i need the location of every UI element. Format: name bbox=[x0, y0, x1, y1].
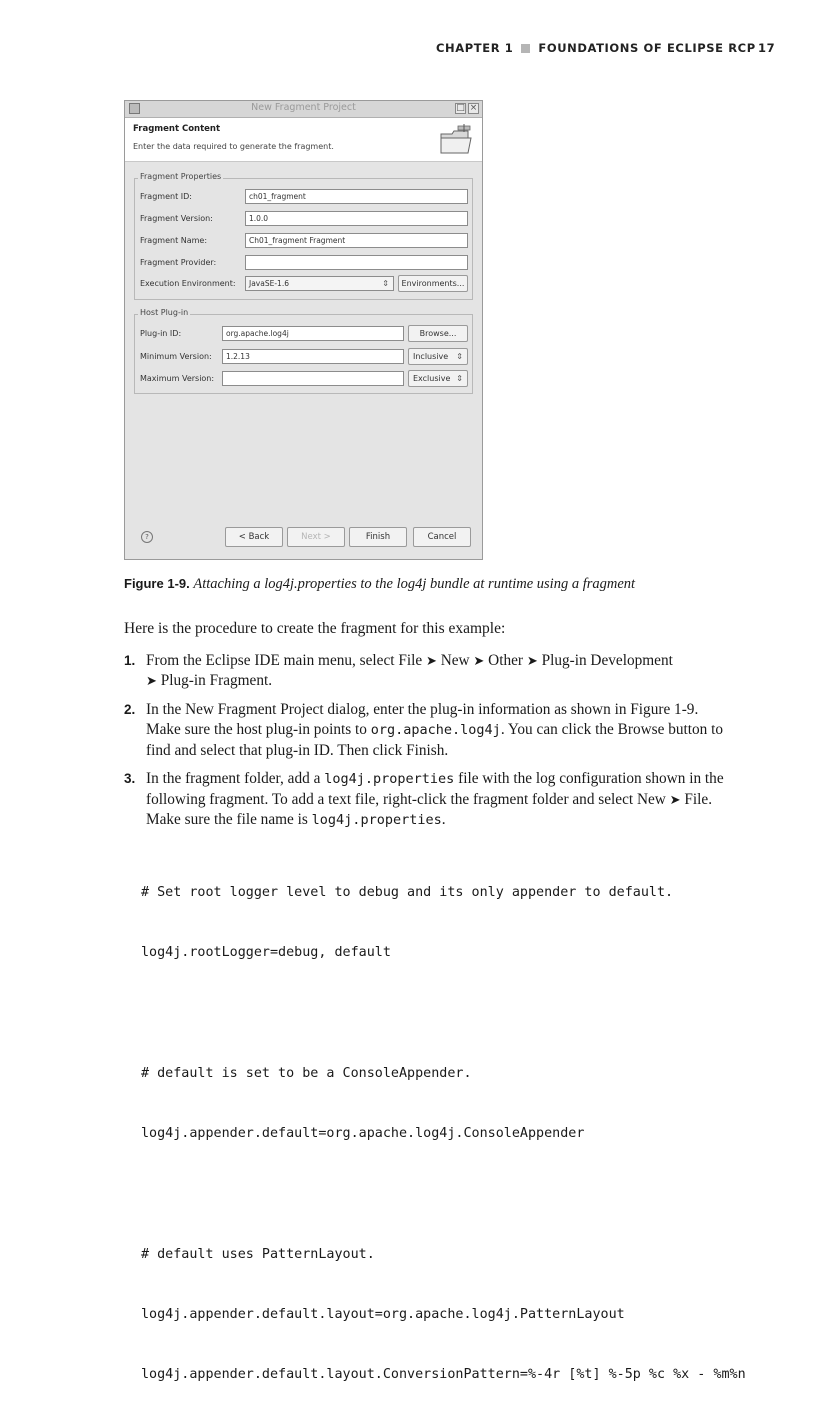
execution-environment-value: JavaSE-1.6 bbox=[249, 279, 289, 288]
fragment-id-row bbox=[140, 189, 467, 204]
step-number: 1. bbox=[124, 653, 136, 668]
new-fragment-project-dialog bbox=[124, 100, 483, 560]
fragment-properties-group bbox=[134, 172, 473, 300]
chapter-label: CHAPTER 1 bbox=[436, 41, 514, 55]
close-icon[interactable]: × bbox=[469, 103, 478, 113]
running-header bbox=[436, 41, 816, 59]
minimum-version-row bbox=[140, 349, 467, 364]
code-line: log4j.appender.default.layout.ConversionPattern=%-4r [%t] %-5p %c %x - %m%n bbox=[141, 1367, 746, 1383]
combo-arrow-icon: ⇕ bbox=[456, 352, 463, 361]
minimum-version-label: Minimum Version: bbox=[140, 352, 212, 361]
arrow-icon: ➤ bbox=[669, 791, 681, 807]
code-line bbox=[141, 1004, 746, 1024]
plugin-id-row bbox=[140, 326, 467, 341]
step-text: . You can click the Browse button to find and select that plug-in ID. Then click Finish. bbox=[146, 721, 724, 759]
code-listing bbox=[141, 843, 746, 1406]
page-number: 17 bbox=[758, 41, 776, 55]
figure-caption bbox=[124, 576, 635, 593]
plugin-id-input[interactable]: org.apache.log4j bbox=[222, 326, 404, 341]
maximize-icon[interactable]: □ bbox=[456, 103, 465, 113]
arrow-icon: ➤ bbox=[425, 653, 437, 668]
step-number: 2. bbox=[124, 702, 136, 718]
finish-button[interactable]: Finish bbox=[349, 527, 407, 547]
code-line: # default is set to be a ConsoleAppender. bbox=[141, 1066, 472, 1082]
step-text: . bbox=[441, 811, 446, 829]
step-text: Other bbox=[488, 652, 523, 669]
execution-environment-select[interactable] bbox=[245, 276, 394, 291]
step-number: 3. bbox=[124, 771, 136, 787]
browse-button[interactable]: Browse... bbox=[408, 325, 468, 342]
maximum-version-row bbox=[140, 371, 467, 386]
step-text: New bbox=[440, 652, 470, 669]
list-item bbox=[124, 700, 724, 761]
fragment-version-label: Fragment Version: bbox=[140, 214, 213, 223]
combo-arrow-icon: ⇕ bbox=[456, 374, 463, 383]
code-line: log4j.appender.default=org.apache.log4j.ConsoleAppender bbox=[141, 1126, 585, 1142]
code-line: log4j.appender.default.layout=org.apache.log4j.PatternLayout bbox=[141, 1307, 625, 1323]
fragment-name-input[interactable]: Ch01_fragment Fragment bbox=[245, 233, 468, 248]
fragment-version-row bbox=[140, 211, 467, 226]
inline-code: org.apache.log4j bbox=[370, 722, 501, 739]
folder-wizard-icon bbox=[438, 124, 474, 156]
combo-arrow-icon: ⇕ bbox=[382, 279, 389, 288]
next-button[interactable]: Next > bbox=[287, 527, 345, 547]
banner-description: Enter the data required to generate the fragment. bbox=[133, 142, 334, 151]
code-line: log4j.rootLogger=debug, default bbox=[141, 945, 391, 961]
host-plugin-label: Host Plug-in bbox=[140, 308, 189, 317]
step-text: File. Make sure the file name is bbox=[146, 790, 713, 829]
dialog-titlebar bbox=[125, 101, 482, 118]
step-text: In the New Fragment Project dialog, enter the plug-in information as shown in Figure 1-9. Make sure the host plug-in points to bbox=[146, 701, 699, 739]
maximum-version-option: Exclusive bbox=[413, 374, 451, 383]
step-text: Plug-in Development bbox=[541, 652, 673, 669]
plugin-id-label: Plug-in ID: bbox=[140, 329, 182, 338]
banner-title: Fragment Content bbox=[133, 124, 221, 134]
chapter-title: FOUNDATIONS OF ECLIPSE RCP bbox=[538, 41, 756, 55]
dialog-title: New Fragment Project bbox=[251, 102, 356, 113]
fragment-version-input[interactable]: 1.0.0 bbox=[245, 211, 468, 226]
maximum-version-label: Maximum Version: bbox=[140, 374, 215, 383]
fragment-name-label: Fragment Name: bbox=[140, 236, 208, 245]
arrow-icon: ➤ bbox=[526, 653, 538, 668]
minimum-version-option: Inclusive bbox=[413, 352, 449, 361]
minimum-version-select[interactable] bbox=[408, 348, 468, 365]
inline-code: log4j.properties bbox=[311, 812, 442, 829]
procedure-list bbox=[124, 651, 724, 839]
host-plugin-group bbox=[134, 308, 473, 394]
code-line bbox=[141, 1185, 746, 1205]
cancel-button[interactable]: Cancel bbox=[413, 527, 471, 547]
dialog-banner bbox=[125, 118, 482, 162]
fragment-properties-label: Fragment Properties bbox=[140, 172, 222, 181]
inline-code: log4j.properties bbox=[324, 771, 455, 788]
execution-environment-label: Execution Environment: bbox=[140, 279, 236, 288]
code-line: # Set root logger level to debug and its only appender to default. bbox=[141, 885, 674, 901]
intro-paragraph: Here is the procedure to create the fragment for this example: bbox=[124, 620, 506, 637]
fragment-name-row bbox=[140, 233, 467, 248]
fragment-id-label: Fragment ID: bbox=[140, 192, 192, 201]
minimum-version-input[interactable]: 1.2.13 bbox=[222, 349, 404, 364]
figure-caption-text: Attaching a log4j.properties to the log4j bundle at runtime using a fragment bbox=[193, 576, 636, 592]
step-text: From the Eclipse IDE main menu, select File bbox=[146, 652, 423, 669]
maximum-version-select[interactable] bbox=[408, 370, 468, 387]
fragment-provider-input[interactable] bbox=[245, 255, 468, 270]
maximum-version-input[interactable] bbox=[222, 371, 404, 386]
separator-square-icon bbox=[521, 44, 530, 53]
step-text: file with the log configuration shown in the following fragment. To add a text file, right-click the fragment folder and select New bbox=[146, 770, 724, 808]
arrow-icon: ➤ bbox=[473, 653, 485, 668]
list-item bbox=[124, 769, 724, 830]
code-line: # default uses PatternLayout. bbox=[141, 1246, 375, 1262]
list-item bbox=[124, 651, 724, 692]
fragment-provider-row bbox=[140, 255, 467, 270]
figure-number: Figure 1-9. bbox=[124, 576, 190, 591]
back-button[interactable]: < Back bbox=[225, 527, 283, 547]
step-text: In the fragment folder, add a bbox=[146, 770, 321, 788]
step-text: Plug-in Fragment. bbox=[160, 672, 273, 690]
fragment-id-input[interactable]: ch01_fragment bbox=[245, 189, 468, 204]
execution-environment-row bbox=[140, 276, 467, 291]
fragment-provider-label: Fragment Provider: bbox=[140, 258, 217, 267]
environments-button[interactable]: Environments... bbox=[398, 275, 468, 292]
arrow-icon: ➤ bbox=[146, 673, 157, 689]
help-icon[interactable]: ? bbox=[141, 531, 153, 543]
